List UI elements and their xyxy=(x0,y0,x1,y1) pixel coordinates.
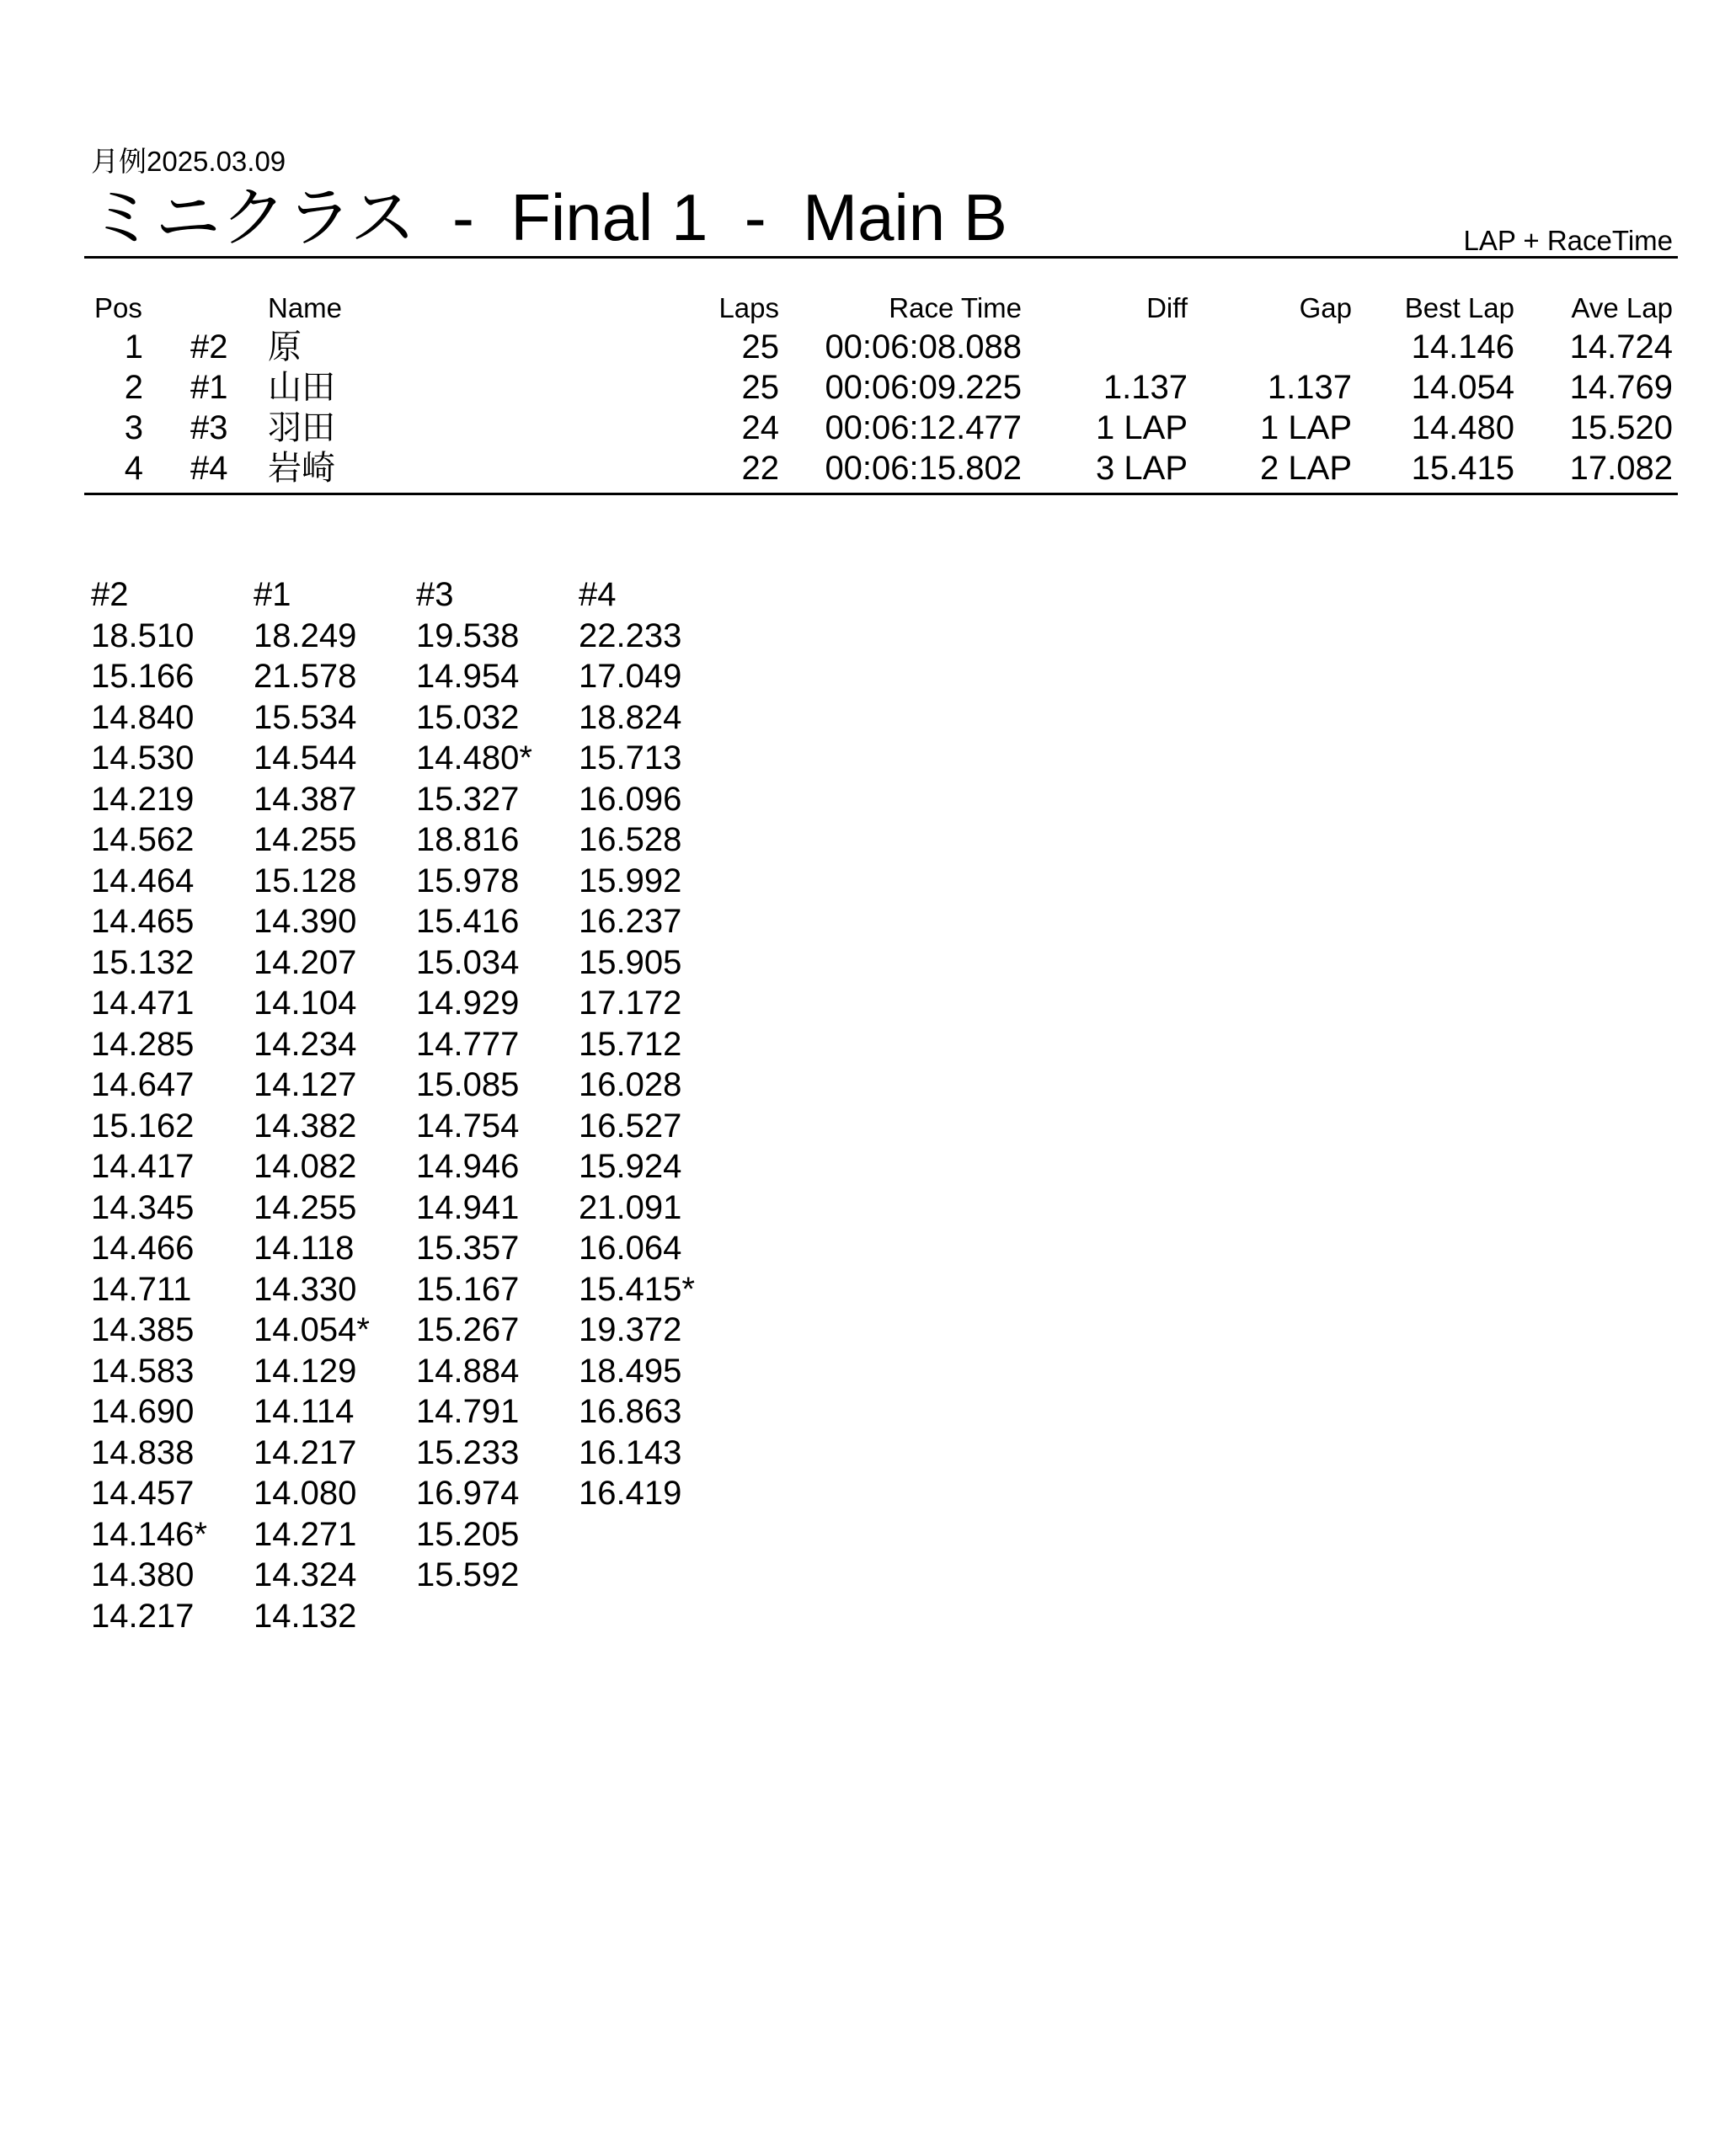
lap-time: 14.345 xyxy=(91,1188,195,1226)
table-row xyxy=(0,367,1725,408)
lap-time: 16.863 xyxy=(579,1393,682,1430)
cell-race-time: 00:06:15.802 xyxy=(825,450,1022,487)
lap-time: 14.464 xyxy=(91,862,195,899)
cell-laps: 25 xyxy=(741,328,779,366)
lap-time: 15.713 xyxy=(579,739,682,776)
lap-time: 18.249 xyxy=(254,616,357,654)
lap-time: 21.091 xyxy=(579,1188,682,1226)
lap-time: 14.380 xyxy=(91,1556,195,1593)
cell-driver-name: 岩崎 xyxy=(268,450,335,487)
lap-column-header: #3 xyxy=(416,576,454,613)
cell-laps: 22 xyxy=(741,450,779,487)
cell-pos: 1 xyxy=(124,328,143,366)
lap-time: 14.127 xyxy=(254,1066,357,1103)
cell-laps: 25 xyxy=(741,369,779,406)
lap-time: 15.166 xyxy=(91,658,195,695)
cell-gap: 2 LAP xyxy=(1260,450,1352,487)
lap-time: 15.128 xyxy=(254,862,357,899)
lap-time: 14.118 xyxy=(254,1230,355,1267)
cell-race-time: 00:06:09.225 xyxy=(825,369,1022,406)
lap-time: 14.285 xyxy=(91,1025,195,1063)
page-title: ミニクラス - Final 1 - Main B xyxy=(89,180,1007,254)
cell-driver-name: 原 xyxy=(268,328,302,366)
lap-time: 15.132 xyxy=(91,943,195,981)
lap-time: 15.905 xyxy=(579,943,682,981)
col-header-gap: Gap xyxy=(1299,292,1352,323)
lap-time: 15.085 xyxy=(416,1066,520,1103)
cell-best-lap: 14.146 xyxy=(1411,328,1514,366)
lap-time: 14.054* xyxy=(254,1311,370,1348)
cell-race-time: 00:06:12.477 xyxy=(825,409,1022,446)
lap-time: 14.941 xyxy=(416,1188,520,1226)
lap-time: 14.884 xyxy=(416,1352,520,1390)
lap-column xyxy=(254,574,414,1636)
lap-time: 15.534 xyxy=(254,698,357,736)
col-header-best-lap: Best Lap xyxy=(1404,292,1514,323)
lap-time: 15.205 xyxy=(416,1515,520,1553)
col-header-pos: Pos xyxy=(94,292,142,323)
lap-time: 15.233 xyxy=(416,1433,520,1471)
lap-time: 14.466 xyxy=(91,1230,195,1267)
col-header-diff: Diff xyxy=(1146,292,1188,323)
lap-time: 14.647 xyxy=(91,1066,195,1103)
lap-time: 14.255 xyxy=(254,821,357,858)
cell-gap: 1.137 xyxy=(1267,369,1352,406)
cell-car-number: #2 xyxy=(190,328,228,366)
results-header-row xyxy=(0,290,1725,327)
lap-time: 14.217 xyxy=(91,1597,195,1635)
lap-time: 15.162 xyxy=(91,1107,195,1145)
lap-time: 17.049 xyxy=(579,658,682,695)
cell-ave-lap: 15.520 xyxy=(1569,409,1673,446)
lap-time: 18.495 xyxy=(579,1352,682,1390)
cell-laps: 24 xyxy=(741,409,779,446)
results-table xyxy=(0,290,1725,488)
lap-time: 14.390 xyxy=(254,903,357,940)
cell-car-number: #3 xyxy=(190,409,228,446)
lap-time: 14.385 xyxy=(91,1311,195,1348)
lap-time: 14.929 xyxy=(416,985,520,1022)
lap-time: 14.417 xyxy=(91,1148,195,1185)
event-date: 月例2025.03.09 xyxy=(91,146,286,177)
lap-time: 15.032 xyxy=(416,698,520,736)
lap-time: 14.838 xyxy=(91,1433,195,1471)
lap-time: 14.146* xyxy=(91,1515,207,1553)
lap-time: 14.114 xyxy=(254,1393,355,1430)
table-row xyxy=(0,448,1725,488)
cell-best-lap: 14.480 xyxy=(1411,409,1514,446)
lap-time: 14.104 xyxy=(254,985,357,1022)
lap-time: 14.082 xyxy=(254,1148,357,1185)
lap-column-header: #1 xyxy=(254,576,291,613)
lap-time: 14.271 xyxy=(254,1515,357,1553)
lap-time: 18.824 xyxy=(579,698,682,736)
lap-time: 14.954 xyxy=(416,658,520,695)
lap-time: 16.064 xyxy=(579,1230,682,1267)
lap-column xyxy=(416,574,576,1596)
lap-time: 16.028 xyxy=(579,1066,682,1103)
table-row xyxy=(0,327,1725,367)
lap-time: 18.816 xyxy=(416,821,520,858)
lap-time: 14.324 xyxy=(254,1556,357,1593)
lap-time: 14.840 xyxy=(91,698,195,736)
col-header-laps: Laps xyxy=(718,292,779,323)
lap-time: 16.528 xyxy=(579,821,682,858)
cell-best-lap: 15.415 xyxy=(1411,450,1514,487)
lap-time: 15.924 xyxy=(579,1148,682,1185)
lap-time: 17.172 xyxy=(579,985,682,1022)
lap-time: 14.583 xyxy=(91,1352,195,1390)
lap-time: 18.510 xyxy=(91,616,195,654)
cell-best-lap: 14.054 xyxy=(1411,369,1514,406)
lap-time: 14.387 xyxy=(254,780,357,818)
lap-time: 14.217 xyxy=(254,1433,357,1471)
lap-time: 14.754 xyxy=(416,1107,520,1145)
cell-car-number: #4 xyxy=(190,450,228,487)
lap-time: 14.219 xyxy=(91,780,195,818)
lap-time: 14.255 xyxy=(254,1188,357,1226)
lap-time: 15.992 xyxy=(579,862,682,899)
lap-time: 14.544 xyxy=(254,739,357,776)
cell-race-time: 00:06:08.088 xyxy=(825,328,1022,366)
lap-time: 16.237 xyxy=(579,903,682,940)
lap-column-header: #4 xyxy=(579,576,617,613)
lap-time: 14.480* xyxy=(416,739,532,776)
lap-time: 14.791 xyxy=(416,1393,520,1430)
lap-time: 15.415* xyxy=(579,1270,695,1308)
lap-time: 14.530 xyxy=(91,739,195,776)
lap-time: 16.096 xyxy=(579,780,682,818)
lap-time: 15.416 xyxy=(416,903,520,940)
mode-label: LAP + RaceTime xyxy=(1463,225,1673,256)
cell-ave-lap: 14.724 xyxy=(1569,328,1673,366)
cell-pos: 2 xyxy=(124,369,143,406)
lap-time: 14.690 xyxy=(91,1393,195,1430)
lap-column-header: #2 xyxy=(91,576,129,613)
cell-driver-name: 山田 xyxy=(268,369,335,406)
cell-diff: 1 LAP xyxy=(1096,409,1188,446)
cell-diff: 1.137 xyxy=(1103,369,1188,406)
lap-time: 15.357 xyxy=(416,1230,520,1267)
lap-time: 21.578 xyxy=(254,658,357,695)
lap-time: 15.327 xyxy=(416,780,520,818)
cell-pos: 4 xyxy=(124,450,143,487)
lap-time: 15.712 xyxy=(579,1025,682,1063)
lap-time: 14.129 xyxy=(254,1352,357,1390)
divider-bottom xyxy=(84,493,1678,495)
col-header-ave-lap: Ave Lap xyxy=(1571,292,1673,323)
col-header-race-time: Race Time xyxy=(889,292,1022,323)
lap-time: 14.207 xyxy=(254,943,357,981)
divider-top xyxy=(84,256,1678,259)
lap-time: 14.080 xyxy=(254,1475,357,1512)
cell-car-number: #1 xyxy=(190,369,228,406)
lap-time: 15.167 xyxy=(416,1270,520,1308)
cell-pos: 3 xyxy=(124,409,143,446)
lap-time: 14.946 xyxy=(416,1148,520,1185)
lap-column xyxy=(579,574,739,1514)
lap-time: 16.419 xyxy=(579,1475,682,1512)
lap-time: 15.267 xyxy=(416,1311,520,1348)
lap-time: 14.132 xyxy=(254,1597,357,1635)
col-header-name: Name xyxy=(268,292,343,323)
lap-time: 14.471 xyxy=(91,985,195,1022)
lap-time: 16.143 xyxy=(579,1433,682,1471)
lap-time: 14.457 xyxy=(91,1475,195,1512)
lap-time: 15.978 xyxy=(416,862,520,899)
lap-time: 22.233 xyxy=(579,616,682,654)
table-row xyxy=(0,408,1725,448)
lap-time: 19.538 xyxy=(416,616,520,654)
lap-time: 16.974 xyxy=(416,1475,520,1512)
cell-diff: 3 LAP xyxy=(1096,450,1188,487)
lap-time: 14.562 xyxy=(91,821,195,858)
lap-time: 14.465 xyxy=(91,903,195,940)
lap-time: 14.777 xyxy=(416,1025,520,1063)
cell-ave-lap: 14.769 xyxy=(1569,369,1673,406)
cell-driver-name: 羽田 xyxy=(268,409,335,446)
lap-column xyxy=(91,574,251,1636)
lap-time: 14.330 xyxy=(254,1270,357,1308)
lap-time: 15.034 xyxy=(416,943,520,981)
cell-ave-lap: 17.082 xyxy=(1569,450,1673,487)
lap-time: 14.711 xyxy=(91,1270,192,1308)
lap-time: 16.527 xyxy=(579,1107,682,1145)
lap-time: 19.372 xyxy=(579,1311,682,1348)
lap-time: 14.382 xyxy=(254,1107,357,1145)
lap-time: 15.592 xyxy=(416,1556,520,1593)
cell-gap: 1 LAP xyxy=(1260,409,1352,446)
lap-time: 14.234 xyxy=(254,1025,357,1063)
